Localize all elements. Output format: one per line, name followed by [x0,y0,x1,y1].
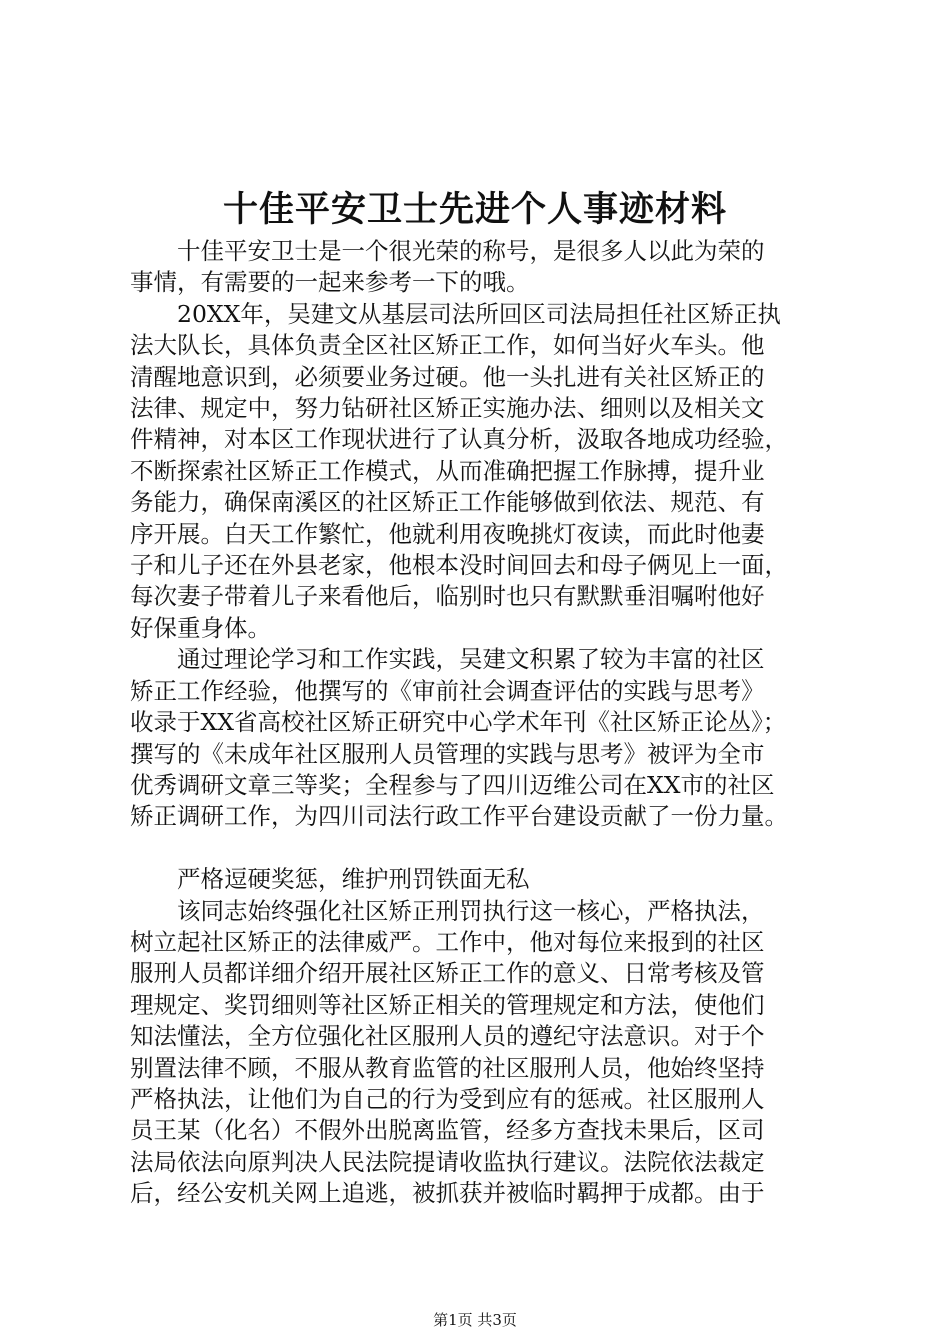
paragraph-research: 通过理论学习和工作实践，吴建文积累了较为丰富的社区 矫正工作经验，他撰写的《审前社会调查评估的实践与思考》 收录于XX省高校社区矫正研究中心学术年刊《社区矫正论丛》； 撰写的《未成年社区服刑人员管理的实践与思考》被评为全市 优秀调研文章三等奖；全程参与了四川迈维公司在XX市的社区 矫正调研工作，为四川司法行政工作平台建设贡献了一份力量。 [130,645,788,831]
document-title: 十佳平安卫士先进个人事迹材料 [222,189,727,230]
paragraph-intro: 十佳平安卫士是一个很光荣的称号，是很多人以此为荣的 事情，有需要的一起来参考一下的哦。 [130,237,765,297]
paragraph-spacer [130,833,850,864]
section-heading: 严格逗硬奖惩，维护刑罚铁面无私 [177,865,530,894]
page-footer: 第1页 共3页 [433,1311,517,1329]
paragraph-background: 20XX年，吴建文从基层司法所回区司法局担任社区矫正执 法大队长，具体负责全区社区矫正工作，如何当好火车头。他 清醒地意识到，必须要业务过硬。他一头扎进有关社区矫正的 法律、规定中，努力钻研社区矫正实施办法、细则以及相关文 件精神，对本区工作现状进行了认真分析，汲取各地成功经验， 不断探索社区矫正工作模式，从而准确把握工作脉搏，提升业 务能力，确保南溪区的社区矫正工作能够做到依法、规范、有 序开展。白天工作繁忙，他就利用夜晚挑灯夜读，而此时他妻 子和儿子还在外县老家，他根本没时间回去和母子俩见上一面， 每次妻子带着儿子来看他后，临别时也只有默默垂泪嘱咐他好 好保重身体。 [130,299,788,642]
paragraph-enforcement: 该同志始终强化社区矫正刑罚执行这一核心，严格执法， 树立起社区矫正的法律威严。工作中，他对每位来报到的社区 服刑人员都详细介绍开展社区矫正工作的意义、日常考核及管 理规定、奖罚细则等社区矫正相关的管理规定和方法，使他们 知法懂法，全方位强化社区服刑人员的遵纪守法意识。对于个 别置法律不顾，不服从教育监管的社区服刑人员，他始终坚持 严格执法，让他们为自己的行为受到应有的惩戒。社区服刑人 员王某（化名）不假外出脱离监管，经多方查找未果后，区司 法局依法向原判决人民法院提请收监执行建议。法院依法裁定 后，经公安机关网上追逃，被抓获并被临时羁押于成都。由于 [130,896,765,1208]
document-body [130,236,850,1210]
